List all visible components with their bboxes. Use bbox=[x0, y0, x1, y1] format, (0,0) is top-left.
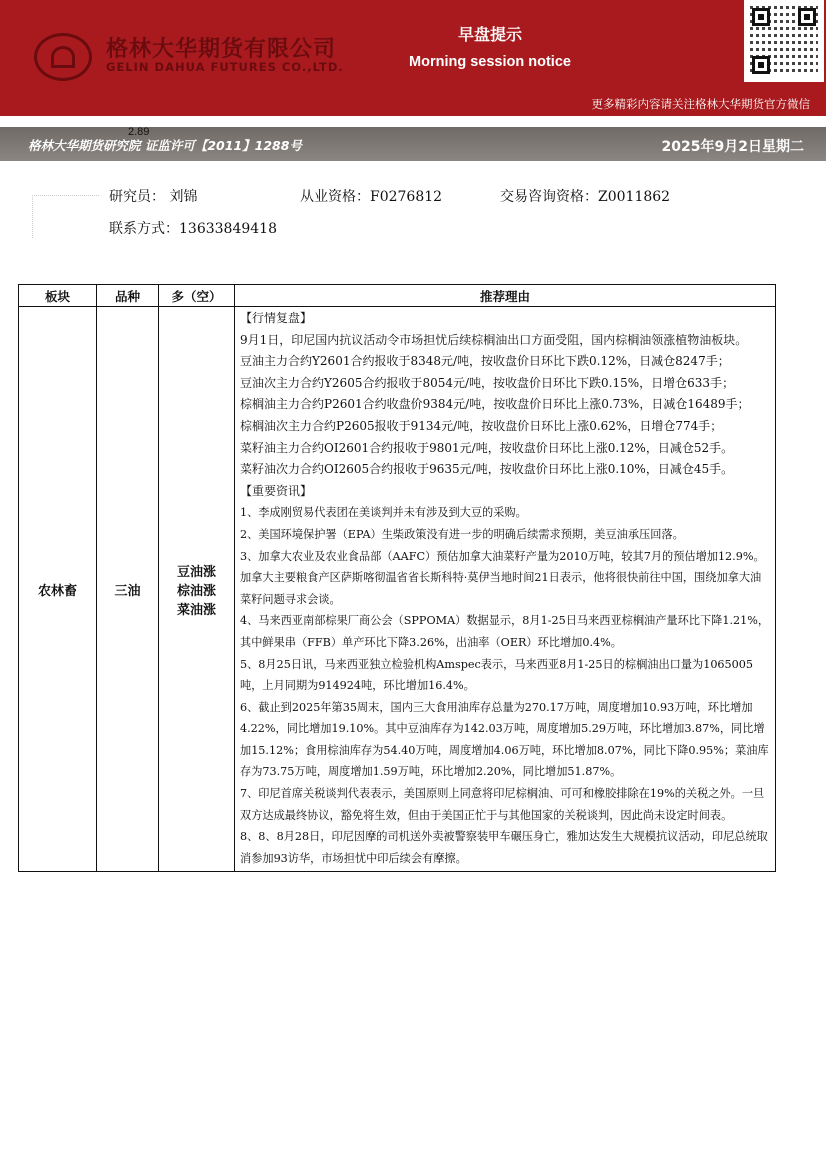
news-item: 6、截止到2025年第35周末，国内三大食用油库存总量为270.17万吨，周度增加10.93万吨，环比增加4.22%，同比增加19.10%。其中豆油库存为142.03万吨，周度增加5.29万吨，环比增加3.87%，同比增加15.12%；食用棕油库存为54.40万吨，周度增加4.06万吨，环比增加8.07%，同比下降0.95%；菜油库存为73.75万吨，周度增加1.59万吨，环比增加2.20%，同比增加51.87%。 bbox=[240, 700, 769, 779]
direction-cell bbox=[159, 307, 235, 872]
header-variety: 品种 bbox=[97, 285, 159, 307]
stray-number: 2.89 bbox=[128, 126, 150, 138]
header-reason: 推荐理由 bbox=[235, 285, 776, 307]
news-item: 8、8、8月28日，印尼因摩的司机送外卖被警察装甲车碾压身亡，雅加达发生大规模抗议活动，印尼总统取消参加93访华，市场担忧中印后续会有摩擦。 bbox=[240, 830, 768, 865]
header-bar bbox=[0, 0, 826, 116]
company-logo-icon bbox=[34, 33, 92, 81]
review-title: 【行情复盘】 bbox=[240, 311, 313, 325]
review-line: 棕榈油次主力合约P2605报收于9134元/吨，按收盘价日环比上涨0.62%，日增仓774手； bbox=[240, 418, 723, 433]
contact-info: 联系方式：13633849418 bbox=[109, 221, 277, 237]
recommendation-table bbox=[18, 284, 776, 872]
review-line: 菜籽油次力合约OI2605合约报收于9635元/吨，按收盘价日环比上涨0.10%，日减仓45手。 bbox=[240, 462, 734, 477]
consult-qualification: 交易咨询资格：Z0011862 bbox=[500, 189, 671, 205]
news-item: 7、印尼首席关税谈判代表表示，美国原则上同意将印尼棕榈油、可可和橡胶排除在19%的关税之外。一旦双方达成最终协议，豁免将生效，但由于美国正忙于与其他国家的关税谈判，因此尚未设定时间表。 bbox=[240, 787, 765, 822]
direction-rapeseed: 菜油涨 bbox=[176, 602, 216, 618]
header-sector: 板块 bbox=[19, 285, 97, 307]
table-row bbox=[19, 307, 776, 872]
researcher-name: 研究员： 刘锦 bbox=[109, 189, 198, 205]
review-line: 菜籽油主力合约OI2601合约报收于9801元/吨，按收盘价日环比上涨0.12%，日减仓52手。 bbox=[240, 440, 734, 455]
decorative-box bbox=[32, 195, 99, 238]
direction-palm: 棕油涨 bbox=[176, 583, 216, 599]
practice-qualification: 从业资格：F0276812 bbox=[300, 189, 443, 205]
follow-wechat-text: 更多精彩内容请关注格林大华期货官方微信 bbox=[591, 97, 810, 111]
sector-cell: 农林畜 bbox=[19, 307, 97, 872]
report-date: 2025年9月2日星期二 bbox=[661, 139, 804, 155]
news-title: 【重要资讯】 bbox=[240, 483, 313, 498]
review-line: 豆油主力合约Y2601合约报收于8348元/吨，按收盘价日环比下跌0.12%，日减仓8247手； bbox=[240, 354, 730, 369]
sub-header-bar bbox=[0, 127, 826, 161]
news-item: 1、李成刚贸易代表团在美谈判并未有涉及到大豆的采购。 bbox=[240, 506, 527, 520]
report-title-cn: 早盘提示 bbox=[457, 25, 522, 44]
institute-license: 格林大华期货研究院 证监许可【2011】1288号 bbox=[28, 138, 302, 153]
news-item: 4、马来西亚南部棕果厂商公会（SPPOMA）数据显示，8月1-25日马来西亚棕榈油产量环比下降1.21%，其中鲜果串（FFB）单产环比下降3.26%，出油率（OER）环比增加0.4%。 bbox=[240, 614, 770, 649]
header-direction: 多（空） bbox=[159, 285, 235, 307]
company-name-en: GELIN DAHUA FUTURES CO.,LTD. bbox=[106, 60, 344, 74]
variety-cell: 三油 bbox=[97, 307, 159, 872]
news-item: 3、加拿大农业及农业食品部（AAFC）预估加拿大油菜籽产量为2010万吨，较其7月的预估增加12.9%。 加拿大主要粮食产区萨斯喀彻温省省长斯科特·莫伊当地时间21日表示，他将很快前往中国，围绕加拿大油菜籽问题寻求会谈。 bbox=[240, 549, 765, 606]
table-header-row bbox=[19, 285, 776, 307]
review-line: 棕榈油主力合约P2601合约收盘价9384元/吨，按收盘价日环比上涨0.73%，日减仓16489手； bbox=[240, 397, 750, 412]
reason-cell bbox=[235, 307, 776, 872]
qr-code-icon bbox=[744, 0, 824, 82]
direction-soy: 豆油涨 bbox=[176, 564, 216, 580]
review-line: 豆油次主力合约Y2605合约报收于8054元/吨，按收盘价日环比下跌0.15%，日增仓633手； bbox=[240, 375, 735, 390]
news-item: 2、美国环境保护署（EPA）生柴政策没有进一步的明确后续需求预期，美豆油承压回落。 bbox=[240, 527, 684, 541]
company-name-cn: 格林大华期货有限公司 bbox=[106, 37, 337, 62]
news-item: 5、8月25日讯，马来西亚独立检验机构Amspec表示，马来西亚8月1-25日的棕榈油出口量为1065005吨，上月同期为914924吨，环比增加16.4%。 bbox=[240, 657, 754, 693]
review-line: 9月1日，印尼国内抗议活动令市场担忧后续棕榈油出口方面受阻，国内棕榈油领涨植物油板块。 bbox=[240, 332, 748, 347]
report-title-en: Morning session notice bbox=[409, 54, 571, 70]
